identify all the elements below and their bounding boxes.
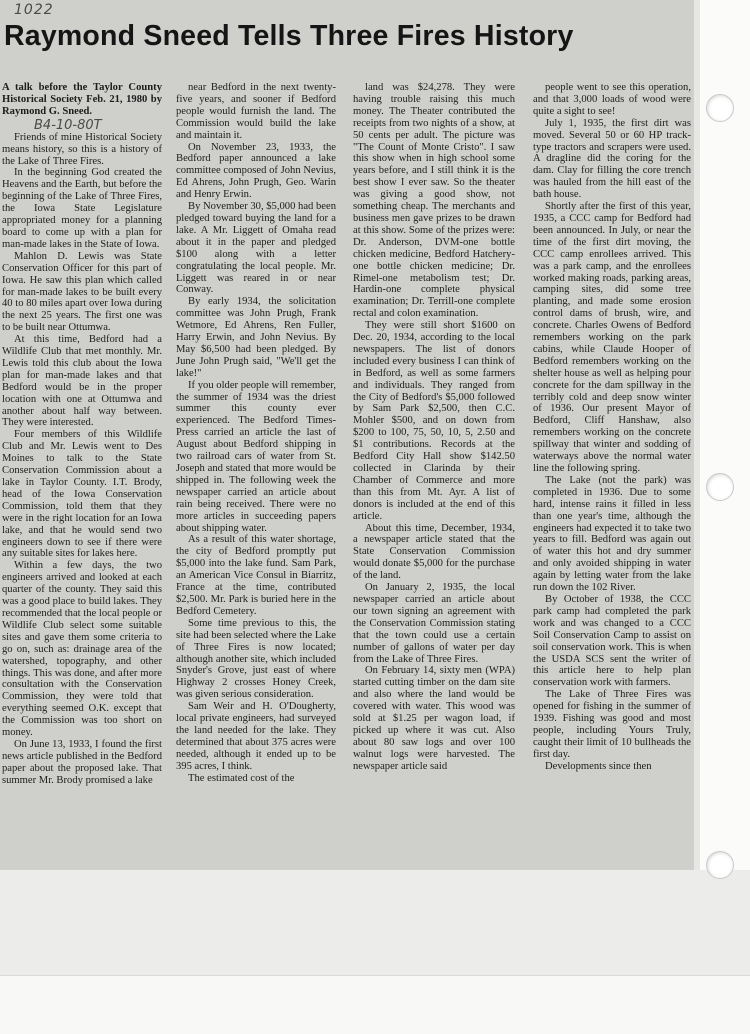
paragraph: On January 2, 1935, the local newspaper carried an article about our town signing an agreement with the Conservation Commission stating that the town could use a certain number of gallons of water per day from the Lake of Three Fires. bbox=[353, 582, 515, 665]
article-headline: Raymond Sneed Tells Three Fires History bbox=[4, 20, 574, 52]
clipping-edge bbox=[694, 0, 700, 870]
article-lead: A talk before the Taylor County Historical Society Feb. 21, 1980 by Raymond G. Sneed. bbox=[2, 82, 162, 117]
punch-hole bbox=[706, 94, 734, 122]
paragraph: By November 30, $5,000 had been pledged toward buying the land for a lake. A Mr. Liggett of Omaha read about it in the paper and pledged $100 along with a letter congratulating the local people. Mr. Liggett was reared in or near Conway. bbox=[176, 201, 336, 296]
paragraph: July 1, 1935, the first dirt was moved. Several 50 or 60 HP track-type tractors and scrapers were used. A dragline did the coring for the dam. Clay for filling the core trench was hauled from the hill east of the bath house. bbox=[533, 117, 691, 201]
article-column-4 bbox=[533, 82, 691, 870]
paragraph: Four members of this Wildlife Club and Mr. Lewis went to Des Moines to talk to the State Conservation Commission about a lake in Taylor County. I.T. Brody, head of the Iowa Conservation Commission, told them that they were in the right location for an Iowa lake, and that he would send two engineers down to see if there were any suitable sites for lakes here. bbox=[2, 429, 162, 560]
handwritten-date-note: B4-10-80T bbox=[34, 118, 102, 133]
page-bottom-margin bbox=[0, 975, 750, 1034]
punch-hole bbox=[706, 851, 734, 879]
paragraph: On June 13, 1933, I found the first news article published in the Bedford paper about the proposed lake. That summer Mr. Brody promised a lake bbox=[2, 738, 162, 786]
paragraph: Within a few days, the two engineers arrived and looked at each quarter of the county. They said this was a good place to build lakes. They recommended that the local people or Wildlife Club select some suitable sites and gave them some criteria to go on, such as: drainage area of the watershed, topography, and other things. This was done, and after more consultation with the Conservation Commission, they were told that everything seemed O.K. except that the Commission was too short on money. bbox=[2, 560, 162, 739]
paragraph: They were still short $1600 on Dec. 20, 1934, according to the local newspapers. The list of donors included every business I can think of in Bedford, as well as some farmers and individuals. They ranged from the City of Bedford's $5,000 followed by Sam Park $2,500, then C.C. Mohler $500, and on down from $200 to 100, 75, 50, 10, 5, 2.50 and $1 contributions. Records at the Bedford City Hall show $142.50 collected in Clarinda by their Chamber of Commerce and more than this from Mt. Ayr. A list of donors is included at the end of this article. bbox=[353, 320, 515, 522]
paragraph: By early 1934, the solicitation committee was John Prugh, Frank Wetmore, Ed Ahrens, Ren Fuller, Harry Erwin, and John Nevius. By May $6,500 had been pledged. By June John Prugh said, "We'll get the lake!" bbox=[176, 296, 336, 379]
paragraph: Shortly after the first of this year, 1935, a CCC camp for Bedford had been announced. In July, or near the time of the first dirt moving, the CCC camp enrollees arrived. This was a park camp, and the enrollees worked making roads, parking areas, camping sites, did some tree planting, and made some erosion control dams of brush, wire, and concrete. Charles Owens of Bedford remembers working on the park cabins, while Claude Hooper of Bedford remembers working on the shelter house as well as helping pour concrete for the dam spillway in the terribly cold and deep snow winter of 1936. Our present Mayor of Bedford, Cliff Hanshaw, also remembers working on the concrete spillway that winter and sodding of waterways above the normal water line the following spring. bbox=[533, 201, 691, 474]
paragraph: If you older people will remember, the summer of 1934 was the driest summer this county ever experienced. The Bedford Times-Press carried an article the last of August about Bedford shipping in two railroad cars of water from St. Joseph and stated that more would be shipped in. The following week the newspaper carried an article about rain being received. There were no more articles in succeeding papers about shipping water. bbox=[176, 379, 336, 534]
paragraph: Developments since then bbox=[545, 760, 652, 772]
paragraph: At this time, Bedford had a Wildlife Club that met monthly. Mr. Lewis told this club about the Iowa plan for man-made lakes and that Bedford would be in the proper location with one at Ottumwa and another about half way between. They were interested. bbox=[2, 334, 162, 429]
paragraph: land was $24,278. They were having trouble raising this much money. The Theater contributed the receipts from two nights of a show, at 50 cents per adult. The picture was "The Count of Monte Cristo". I saw this show when in high school some years before, and I still think it is the best show I ever saw. So the theater was giving a good show, not something cheap. The merchants and business men gave prizes to be drawn at this show. Some of the prizes were: Dr. Anderson, DVM-one bottle chicken medicine, Bedford Hatchery-one bottle chicken medicine; Dr. Rimel-one metabolism test; Dr. Hardin-one complete physical examination; Dr. Terrill-one complete rectal and colon examination. bbox=[353, 82, 515, 320]
paragraph: Mahlon D. Lewis was State Conservation Officer for this part of Iowa. He saw this plan which called for man-made lakes to be built every 40 to 80 miles apart over Iowa during the next 25 years. The first one was to be built near Ottumwa. bbox=[2, 250, 162, 334]
paragraph: In the beginning God created the Heavens and the Earth, but before the beginning of the Lake of Three Fires, the Iowa State Legislature appropriated money for a planning board to come up with a plan for man-made lakes in the State of Iowa. bbox=[2, 167, 162, 250]
article-body bbox=[0, 82, 694, 870]
paragraph: Some time previous to this, the site had been selected where the Lake of Three Fires is now located; although another site, which included Snyder's Grove, just east of where Highway 2 crosses Honey Creek, was given serious consideration. bbox=[176, 617, 336, 701]
paragraph: The Lake of Three Fires was opened for fishing in the summer of 1939. Fishing was good and most people, including Yours Truly, caught their limit of 10 bullheads the first day. bbox=[533, 689, 691, 760]
paragraph: The estimated cost of the bbox=[188, 772, 295, 784]
paragraph: near Bedford in the next twenty-five years, and sooner if Bedford people would furnish the land. The Commission would build the lake and maintain it. bbox=[176, 82, 336, 141]
paragraph: As a result of this water shortage, the city of Bedford promptly put $5,000 into the lake fund. Sam Park, an American Vice Consul in Biarritz, France at the time, contributed $2,500. Mr. Park is buried here in the Bedford Cemetery. bbox=[176, 534, 336, 617]
paragraph: On November 23, 1933, the Bedford paper announced a lake committee composed of John Nevius, Ed Ahrens, John Prugh, Geo. Warin and Henry Erwin. bbox=[176, 141, 336, 201]
paragraph: About this time, December, 1934, a newspaper article stated that the State Conservation Commission would donate $5,000 for the purchase of the land. bbox=[353, 522, 515, 582]
paragraph: Friends of mine Historical Society means history, so this is a history of the Lake of Three Fires. bbox=[2, 131, 162, 167]
article-column-1 bbox=[2, 82, 162, 870]
paragraph: Sam Weir and H. O'Dougherty, local private engineers, had surveyed the land needed for the lake. They determined that about 375 acres were needed, although it ended up to be 395 acres, I think. bbox=[176, 701, 336, 772]
punch-hole bbox=[706, 473, 734, 501]
paragraph: The Lake (not the park) was completed in 1936. Due to some hard, intense rains it filled in less than one year's time, although the engineers had expected it to take two years to fill. Bedford was again out of water this hot and dry summer and only avoided shipping in water again by letting water from the lake run down the 102 River. bbox=[533, 474, 691, 594]
blank-paper-area bbox=[0, 870, 750, 975]
article-column-3 bbox=[353, 82, 515, 870]
handwritten-page-number: 1022 bbox=[14, 2, 54, 18]
paragraph: By October of 1938, the CCC park camp had completed the park work and was changed to a CCC Soil Conservation Camp to assist on soil conservation work. This is when the USDA SCS sent the writer of this article here to help plan conservation work with farmers. bbox=[533, 593, 691, 689]
article-column-2 bbox=[176, 82, 336, 870]
paragraph: people went to see this operation, and that 3,000 loads of wood were quite a sight to see! bbox=[533, 82, 691, 117]
paragraph: On February 14, sixty men (WPA) started cutting timber on the dam site and also where the land would be covered with water. This wood was sold at $1.25 per wagon load, if picked up where it was cut. Also about 80 saw logs and over 100 walnut logs were harvested. The newspaper article said bbox=[353, 665, 515, 772]
